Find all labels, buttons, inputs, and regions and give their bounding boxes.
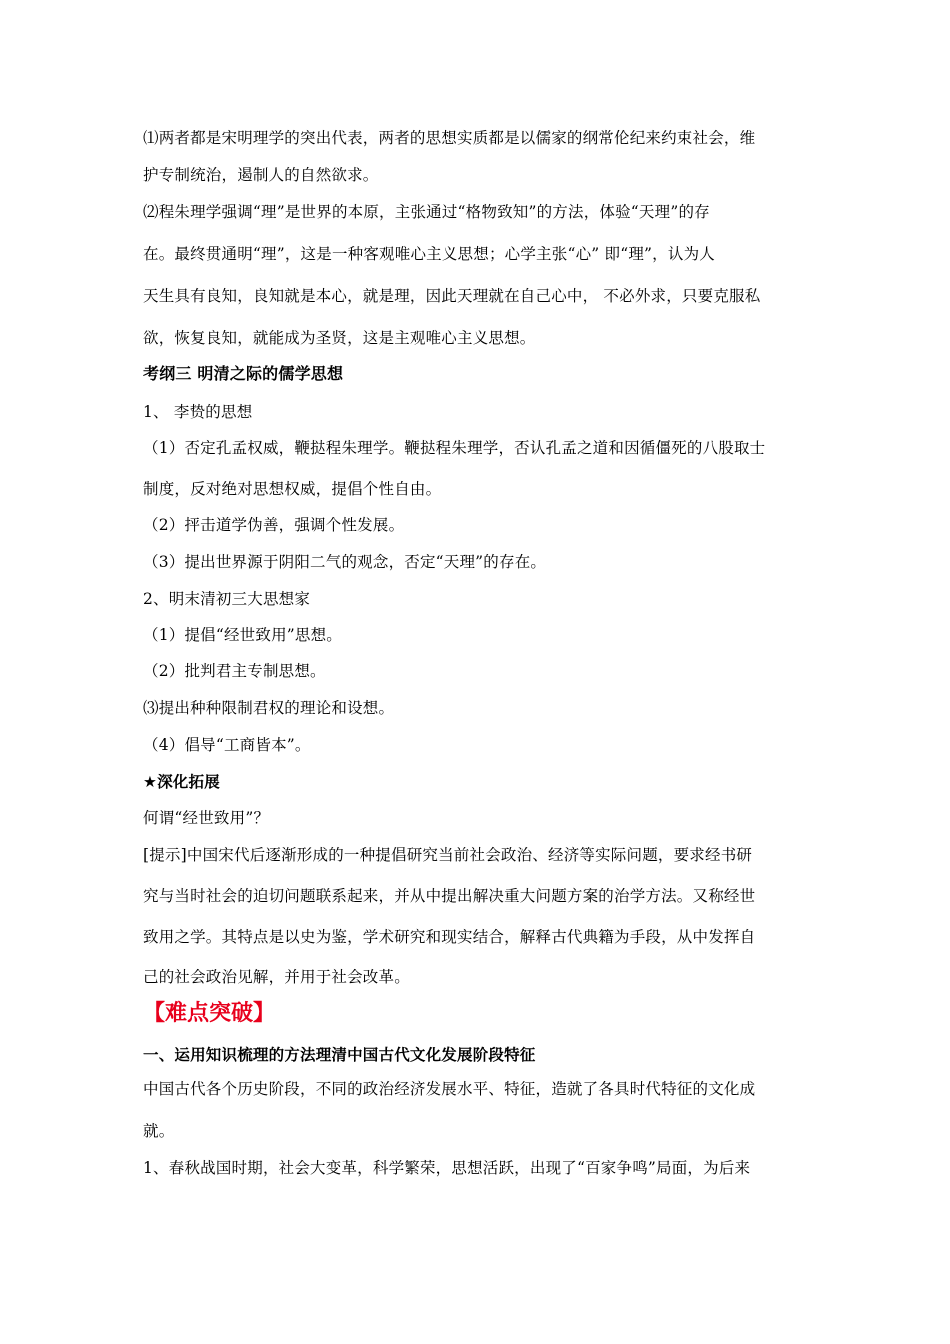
paragraph-line: ⑵程朱理学强调“理”是世界的本原，主张通过“格物致知”的方法，体验“天理”的存: [143, 203, 710, 221]
paragraph-line: ⑶提出种种限制君权的理论和设想。: [143, 699, 395, 717]
paragraph-line: 制度，反对绝对思想权威，提倡个性自由。: [143, 480, 442, 498]
item-title-three-thinkers: 2、明末清初三大思想家: [143, 590, 311, 608]
paragraph-line: （2）抨击道学伪善，强调个性发展。: [143, 516, 405, 534]
paragraph-line: 护专制统治，遏制人的自然欲求。: [143, 166, 379, 184]
paragraph-line: 欲，恢复良知，就能成为圣贤，这是主观唯心主义思想。: [143, 329, 536, 347]
paragraph-line: （4）倡导“工商皆本”。: [143, 736, 311, 754]
paragraph-line: 在。最终贯通明“理”，这是一种客观唯心主义思想；心学主张“心” 即“理”，认为人: [143, 245, 715, 263]
paragraph-line: 1、春秋战国时期，社会大变革，科学繁荣，思想活跃，出现了“百家争鸣”局面，为后来: [143, 1159, 751, 1177]
paragraph-line: 己的社会政治见解，并用于社会改革。: [143, 968, 410, 986]
paragraph-line: 究与当时社会的迫切问题联系起来，并从中提出解决重大问题方案的治学方法。又称经世: [143, 887, 756, 905]
deepen-heading: ★深化拓展: [143, 773, 220, 791]
paragraph-line: （1）提倡“经世致用”思想。: [143, 626, 343, 644]
paragraph-line: 中国古代各个历史阶段，不同的政治经济发展水平、特征，造就了各具时代特征的文化成: [143, 1080, 756, 1098]
paragraph-line: （3）提出世界源于阴阳二气的观念，否定“天理”的存在。: [143, 553, 547, 571]
paragraph-line: （1）否定孔孟权威，鞭挞程朱理学。鞭挞程朱理学，否认孔孟之道和因循僵死的八股取士: [143, 439, 766, 457]
paragraph-line: （2）批判君主专制思想。: [143, 662, 326, 680]
paragraph-line: 天生具有良知，良知就是本心，就是理，因此天理就在自己心中， 不必外求，只要克服私: [143, 287, 761, 305]
difficulty-heading: 【难点突破】: [143, 1001, 276, 1026]
paragraph-line: 致用之学。其特点是以史为鉴，学术研究和现实结合，解释古代典籍为手段，从中发挥自: [143, 928, 756, 946]
paragraph-line: ⑴两者都是宋明理学的突出代表，两者的思想实质都是以儒家的纲常伦纪来约束社会，维: [143, 129, 756, 147]
paragraph-line: [提示]中国宋代后逐渐形成的一种提倡研究当前社会政治、经济等实际问题，要求经书研: [143, 846, 753, 864]
paragraph-line: 就。: [143, 1122, 175, 1140]
section-heading-kaogang3: 考纲三 明清之际的儒学思想: [143, 364, 344, 383]
item-title-li-zhi: 1、 李贽的思想: [143, 403, 253, 421]
sub-heading: 一、运用知识梳理的方法理清中国古代文化发展阶段特征: [143, 1046, 536, 1064]
deepen-question: 何谓“经世致用”？: [143, 809, 270, 827]
